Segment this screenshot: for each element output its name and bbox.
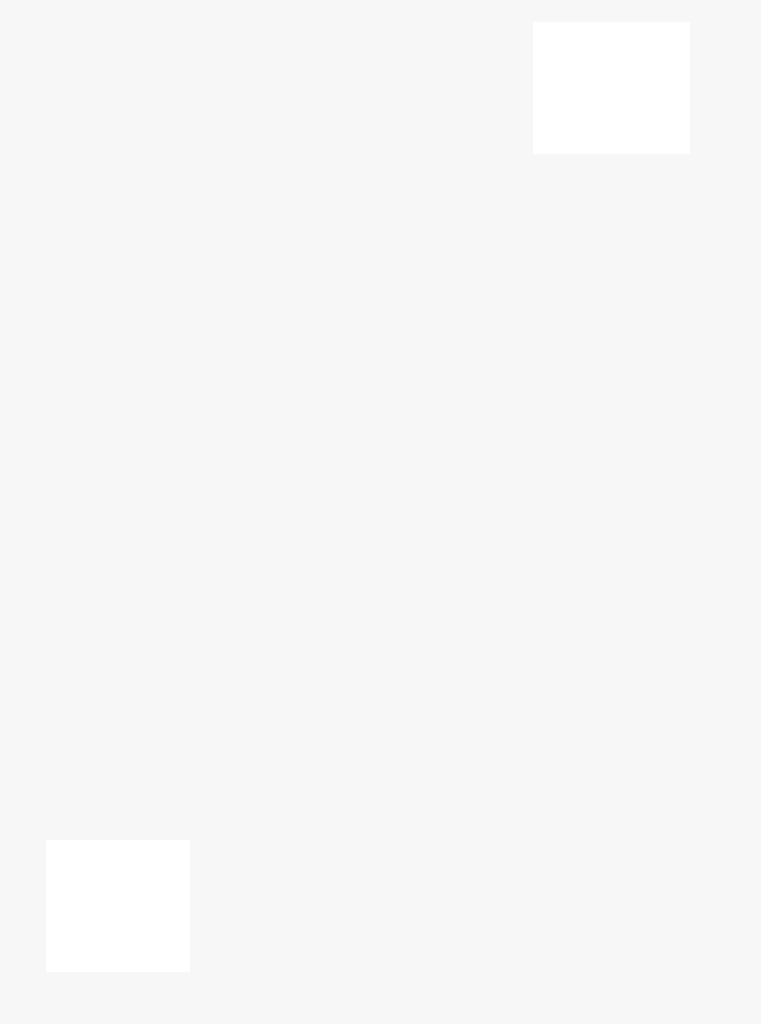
autumn-leaves-bottom-image xyxy=(46,840,190,972)
autumn-leaves-top-image xyxy=(533,22,690,154)
